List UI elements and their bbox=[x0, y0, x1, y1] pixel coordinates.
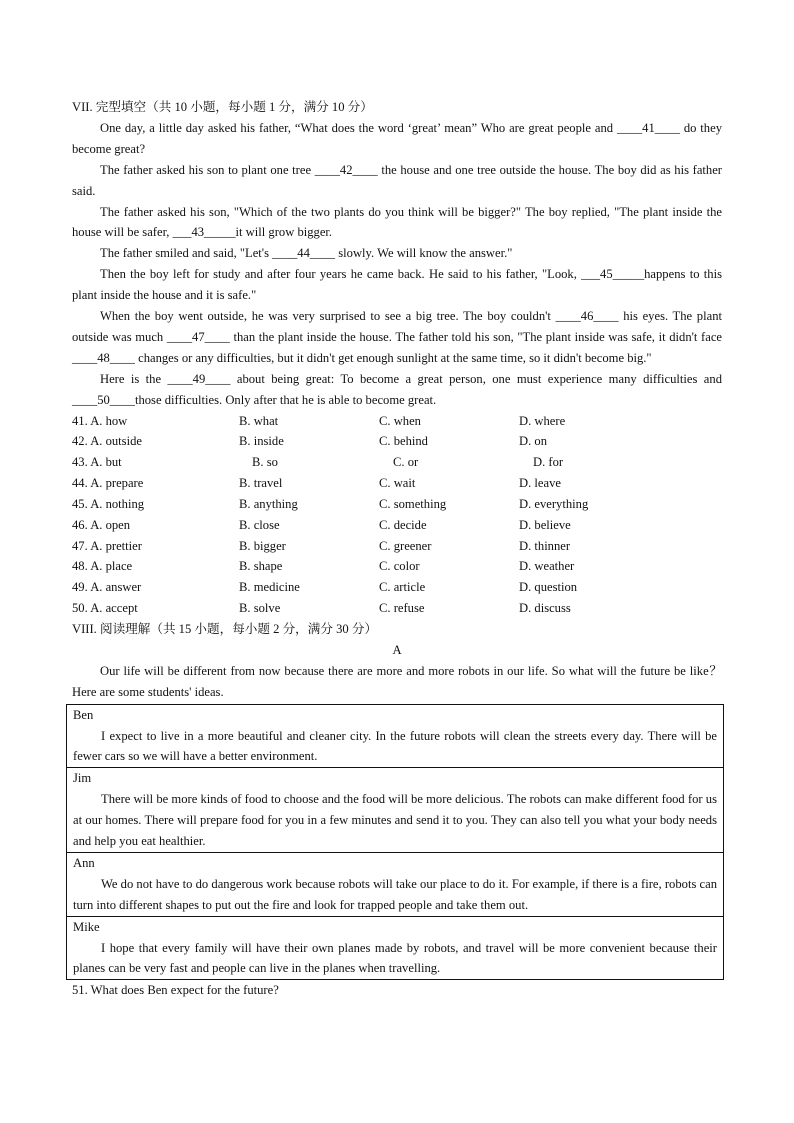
option-48-a: 48. A. place bbox=[72, 559, 133, 574]
question-43-options bbox=[72, 452, 722, 473]
option-49-d: D. question bbox=[519, 580, 578, 595]
option-50-a: 50. A. accept bbox=[72, 601, 138, 616]
option-47-a: 47. A. prettier bbox=[72, 538, 142, 553]
question-48-options bbox=[72, 556, 722, 577]
question-42-options bbox=[72, 431, 722, 452]
question-45-options bbox=[72, 494, 722, 515]
option-46-b: B. close bbox=[239, 517, 280, 532]
option-48-b: B. shape bbox=[239, 559, 283, 574]
student-idea-text: We do not have to do dangerous work because robots will take our place to do it. For example, if there is a fire, robots can turn into different shapes to put out the fire and look for trapped people and take them out. bbox=[73, 876, 717, 912]
option-50-d: D. discuss bbox=[519, 601, 571, 616]
question-44-options bbox=[72, 473, 722, 494]
question-41-options bbox=[72, 411, 722, 432]
option-44-a: 44. A. prepare bbox=[72, 476, 144, 491]
question-46-options bbox=[72, 515, 722, 536]
question-49-options bbox=[72, 577, 722, 598]
option-41-b: B. what bbox=[239, 413, 279, 428]
option-50-c: C. refuse bbox=[379, 601, 425, 616]
section-8-title: VIII. 阅读理解（共 15 小题，每小题 2 分，满分 30 分） bbox=[72, 622, 378, 637]
exam-page bbox=[72, 97, 722, 1001]
question-47-options bbox=[72, 536, 722, 557]
option-45-a: 45. A. nothing bbox=[72, 496, 145, 511]
option-47-c: C. greener bbox=[379, 538, 432, 553]
option-42-a: 42. A. outside bbox=[72, 434, 142, 449]
question-50-options bbox=[72, 598, 722, 619]
option-43-a: 43. A. but bbox=[72, 455, 122, 470]
option-42-d: D. on bbox=[519, 434, 547, 449]
reading-intro: Our life will be different from now because there are more and more robots in our life. So what will the future be like？Here are some students' ideas. bbox=[72, 663, 722, 699]
question-51: 51. What does Ben expect for the future? bbox=[72, 983, 279, 998]
cloze-paragraph-2: The father asked his son to plant one tree ____42____ the house and one tree outside the house. The boy did as his father said. bbox=[72, 162, 722, 198]
option-49-b: B. medicine bbox=[239, 580, 300, 595]
option-46-a: 46. A. open bbox=[72, 517, 131, 532]
student-idea-text: There will be more kinds of food to choose and the food will be more delicious. The robots can make different food for us at our homes. There will prepare food for you in a few minutes and send it to you. They can also tell you what your body needs and help you eat healthier. bbox=[73, 792, 717, 849]
student-name: Mike bbox=[73, 919, 100, 934]
option-50-b: B. solve bbox=[239, 601, 281, 616]
option-45-c: C. something bbox=[379, 496, 447, 511]
cloze-paragraph-1: One day, a little day asked his father, “What does the word ‘great’ mean” Who are great people and ____41____ do they become great? bbox=[72, 120, 722, 156]
option-47-d: D. thinner bbox=[519, 538, 571, 553]
option-41-a: 41. A. how bbox=[72, 413, 128, 428]
student-name: Ben bbox=[73, 707, 94, 722]
option-43-d: D. for bbox=[533, 455, 564, 470]
option-41-c: C. when bbox=[379, 413, 421, 428]
idea-name-cell bbox=[67, 916, 724, 980]
option-44-b: B. travel bbox=[239, 476, 283, 491]
option-42-c: C. behind bbox=[379, 434, 428, 449]
cloze-paragraph-7: Here is the ____49____ about being great: To become a great person, one must experience many difficulties and ____50____those difficulties. Only after that he is able to become great. bbox=[72, 371, 722, 407]
idea-name-cell bbox=[67, 768, 724, 853]
option-46-c: C. decide bbox=[379, 517, 427, 532]
cloze-paragraph-4: The father smiled and said, "Let's ____44____ slowly. We will know the answer." bbox=[100, 246, 513, 261]
section-7-title: VII. 完型填空（共 10 小题，每小题 1 分，满分 10 分） bbox=[72, 100, 373, 114]
idea-name-cell bbox=[67, 852, 724, 916]
option-47-b: B. bigger bbox=[239, 538, 286, 553]
option-44-c: C. wait bbox=[379, 476, 416, 491]
cloze-paragraph-5: Then the boy left for study and after four years he came back. He said to his father, "Look, ___45_____happens to this plant inside the house and it is safe." bbox=[72, 267, 722, 303]
cloze-paragraph-6: When the boy went outside, he was very surprised to see a big tree. The boy couldn't ____46____ his eyes. The plant outside was much ____47____ than the plant inside the house. The father told his son, "The plant inside was safe, it didn't face ____48____ changes or any difficulties, but it didn't get enough sunlight at the same time, so it didn't become big." bbox=[72, 309, 722, 365]
idea-name-cell bbox=[67, 704, 724, 768]
option-45-d: D. everything bbox=[519, 496, 589, 511]
option-48-d: D. weather bbox=[519, 559, 575, 574]
student-idea-text: I hope that every family will have their own planes made by robots, and travel will be more convenient because their planes can be very fast and people can live in the planes when travelling. bbox=[73, 940, 717, 976]
option-43-b: B. so bbox=[252, 455, 278, 470]
student-idea-text: I expect to live in a more beautiful and cleaner city. In the future robots will clean the streets every day. There will be fewer cars so we will have a better environment. bbox=[73, 728, 717, 764]
option-41-d: D. where bbox=[519, 413, 566, 428]
option-42-b: B. inside bbox=[239, 434, 284, 449]
option-43-c: C. or bbox=[393, 455, 419, 470]
cloze-paragraph-3: The father asked his son, "Which of the two plants do you think will be bigger?" The boy replied, "The plant inside the house will be safer, ___43_____it will grow bigger. bbox=[72, 204, 722, 240]
student-name: Ann bbox=[73, 855, 95, 870]
option-48-c: C. color bbox=[379, 559, 420, 574]
student-ideas-table bbox=[66, 704, 724, 981]
option-45-b: B. anything bbox=[239, 496, 298, 511]
option-44-d: D. leave bbox=[519, 476, 561, 491]
option-49-a: 49. A. answer bbox=[72, 580, 142, 595]
passage-label: A bbox=[392, 642, 402, 657]
student-name: Jim bbox=[73, 771, 92, 786]
option-49-c: C. article bbox=[379, 580, 426, 595]
option-46-d: D. believe bbox=[519, 517, 571, 532]
